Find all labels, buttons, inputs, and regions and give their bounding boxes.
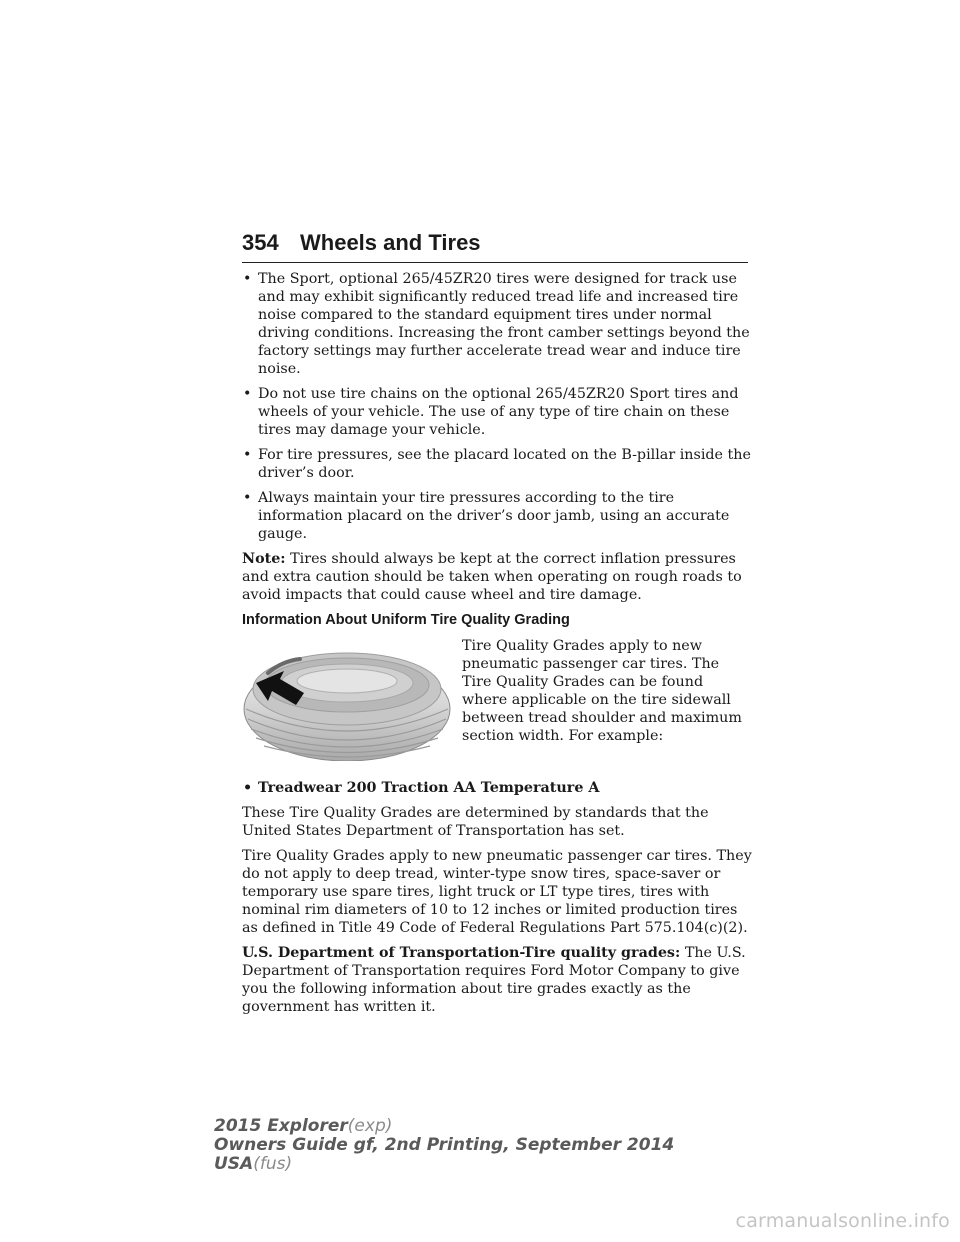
- bullet-text: Do not use tire chains on the optional 265/45ZR20 Sport tires and wheels of your vehicle. The use of any type of tire chain on these tires may damage your vehicle.: [258, 386, 739, 438]
- footer-printing: Owners Guide gf, 2nd Printing, September 2014: [214, 1135, 675, 1155]
- bullet-icon: •: [243, 386, 252, 402]
- paragraph: These Tire Quality Grades are determined by standards that the United States Department of Transportation has set.: [242, 805, 709, 839]
- bullet-text: Always maintain your tire pressures according to the tire information placard on the driver’s door jamb, using an accurate gauge.: [258, 490, 730, 542]
- footer-market: USA: [214, 1154, 254, 1174]
- example-grade-text: Treadwear 200 Traction AA Temperature A: [258, 780, 600, 796]
- utqg-heading: Information About Uniform Tire Quality Grading: [242, 612, 570, 628]
- bullet-item: [242, 446, 752, 482]
- figure-description: Tire Quality Grades apply to new pneumatic passenger car tires. The Tire Quality Grades can be found where applicable on the tire sidewall between tread shoulder and maximum section width. For example:: [462, 638, 742, 744]
- page-content: [242, 270, 752, 1023]
- tire-figure-row: [242, 637, 752, 773]
- footer-model-code: (exp): [347, 1116, 393, 1136]
- page-number: 354: [242, 230, 279, 255]
- bullet-text: The Sport, optional 265/45ZR20 tires were designed for track use and may exhibit significantly reduced tread life and increased tire noise compared to the standard equipment tires under normal driving conditions. Increasing the front camber settings beyond the factory settings may further accelerate tread wear and induce tire noise.: [258, 271, 750, 377]
- note-label: Note:: [242, 551, 286, 567]
- bullet-icon: •: [243, 490, 252, 506]
- note-paragraph: [242, 550, 752, 604]
- bullet-icon: •: [243, 447, 252, 463]
- bullet-text: For tire pressures, see the placard located on the B-pillar inside the driver’s door.: [258, 447, 751, 481]
- tire-icon: [244, 653, 450, 761]
- tire-sidewall-illustration: [242, 649, 452, 761]
- dot-grades-text: The U.S. Department of Transportation requires Ford Motor Company to give you the following information about tire grades exactly as the government has written it.: [242, 945, 746, 1015]
- footer-market-code: (fus): [253, 1154, 293, 1174]
- bullet-item: [242, 385, 752, 439]
- watermark: carmanualsonline.info: [735, 1210, 950, 1232]
- document-footer: [214, 1117, 674, 1174]
- footer-line: [214, 1117, 674, 1136]
- section-title: Wheels and Tires: [300, 230, 481, 255]
- bullet-item: [242, 270, 752, 378]
- dot-grades-paragraph: [242, 944, 752, 1016]
- footer-model: 2015 Explorer: [214, 1116, 348, 1136]
- bullet-item: [242, 489, 752, 543]
- dot-grades-label: U.S. Department of Transportation-Tire quality grades:: [242, 945, 681, 961]
- footer-line: [214, 1155, 674, 1174]
- bullet-icon: •: [243, 271, 252, 287]
- bullet-item: [242, 779, 752, 797]
- paragraph: Tire Quality Grades apply to new pneumatic passenger car tires. They do not apply to deep tread, winter-type snow tires, space-saver or temporary use spare tires, light truck or LT type tires, tires with nominal rim diameters of 10 to 12 inches or limited production tires as defined in Title 49 Code of Federal Regulations Part 575.104(c)(2).: [242, 848, 752, 936]
- note-text: Tires should always be kept at the correct inflation pressures and extra caution should be taken when operating on rough roads to avoid impacts that could cause wheel and tire damage.: [242, 551, 742, 603]
- page-header: [242, 226, 748, 263]
- bullet-icon: •: [243, 780, 253, 796]
